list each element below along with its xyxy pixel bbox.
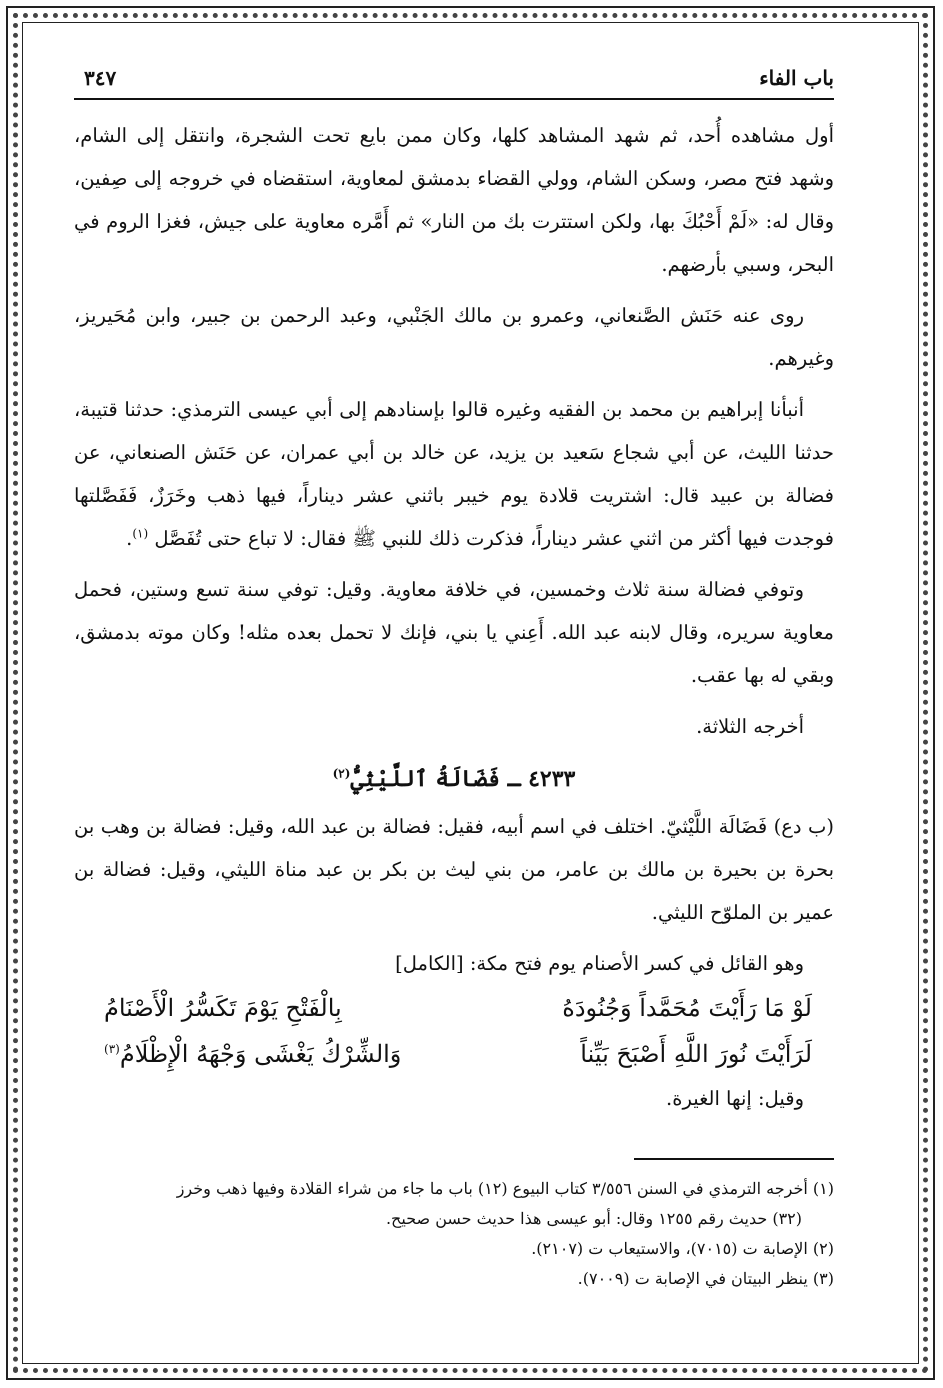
paragraph: أنبأنا إبراهيم بن محمد بن الفقيه وغيره قالوا بإسنادهم إلى أبي عيسى الترمذي: حدثنا قتيبة، حدثنا الليث، عن أبي شجاع سَعيد بن يزيد، عن خالد بن أبي عمران، عن حَنَش الصنعاني، عن فضالة بن عبيد قال: اشتريت قلادة يوم خيبر باثني عشر ديناراً، فيها ذهب وخَرَزٌ، فَفَصَّلتها فوجدت فيها أكثر من اثني عشر ديناراً، فذكرت ذلك للنبي ﷺ فقال: لا تباع حتى تُفَصَّل $^{(١)}$.: [74, 398, 834, 550]
page-number: ٣٤٧: [84, 66, 117, 90]
chapter-title: باب الفاء: [759, 66, 834, 90]
verse-hemistich: وَالشِّرْكُ يَغْشَى وَجْهَهُ الْإِظْلَامُ: [119, 1040, 402, 1068]
verse-hemistich-with-ref: [104, 1031, 401, 1077]
footnote-continuation: (٣٢) حديث رقم ١٢٥٥ وقال: أبو عيسى هذا حديث حسن صحيح.: [385, 1209, 802, 1228]
footnote-text: ينظر البيتان في الإصابة ت (٧٠٠٩).: [577, 1269, 808, 1288]
paragraph: أخرجه الثلاثة.: [696, 715, 804, 738]
footnote-ref: (٢): [332, 766, 351, 781]
main-text: [74, 114, 834, 1128]
entry-title-text: ٤٢٣٣ ـ فَضَالَةُ ٱللَّيْثِيُّ: [350, 766, 576, 792]
verse-line: [74, 985, 834, 1031]
entry-paragraph: (ب دع) فَضَالَة اللَّيْثيّ. اختلف في اسم أبيه، فقيل: فضالة بن عبد الله، وقيل: فضالة بن وهب بن بحرة بن بحيرة بن مالك بن عامر، من بني ليث بن بكر بن عبد مناة الليثي، وقيل: فضالة بن عمير بن الملوّح الليثي.: [74, 815, 834, 924]
footnote-number: (٣): [812, 1269, 834, 1288]
verse-line: [74, 1031, 834, 1077]
footnote-text: الإصابة ت (٧٠١٥)، والاستيعاب ت (٢١٠٧).: [531, 1239, 808, 1258]
footnote-number: (٢): [812, 1239, 834, 1258]
footnote-ref: (١): [132, 526, 149, 541]
verse-hemistich: بِالْفَتْحِ يَوْمَ تَكَسُّرُ الْأَصْنَامُ: [104, 994, 342, 1022]
paragraph: روى عنه حَنَش الصَّنعاني، وعمرو بن مالك الجَنْبي، وعبد الرحمن بن جبير، وابن مُحَيريز، وغيرهم.: [74, 304, 834, 370]
footnote-number: (١): [812, 1179, 834, 1198]
paragraph: أول مشاهده أُحد، ثم شهد المشاهد كلها، وكان ممن بايع تحت الشجرة، وانتقل إلى الشام، وشهد فتح مصر، وسكن الشام، وولي القضاء بدمشق لمعاوية، استقضاه في خروجه إلى صِفين، وقال له: «لَمْ أَحْبُكَ بها، ولكن استترت بك من النار» ثم أَمَّره معاوية على جيش، فغزا الروم في البحر، وسبي بأرضهم.: [74, 124, 834, 276]
footnote-separator: [634, 1158, 834, 1160]
verse-intro: وهو القائل في كسر الأصنام يوم فتح مكة: [الكامل]: [395, 952, 804, 975]
footnote-text: أخرجه الترمذي في السنن ٣/٥٥٦ كتاب البيوع (١٢) باب ما جاء من شراء القلادة وفيها ذهب وخرز: [176, 1179, 808, 1198]
verse-hemistich: لَوْ مَا رَأَيْتَ مُحَمَّداً وَجُنُودَهُ: [562, 994, 812, 1022]
footnote: [74, 1234, 834, 1264]
paragraph-text: أنبأنا إبراهيم بن محمد بن الفقيه وغيره قالوا بإسنادهم إلى أبي عيسى الترمذي: حدثنا قتيبة، حدثنا الليث، عن أبي شجاع سَعيد بن يزيد، عن خالد بن أبي عمران، عن حَنَش الصنعاني، عن فضالة بن عبيد قال: اشتريت قلادة يوم خيبر باثني عشر ديناراً، فيها ذهب وخَرَزٌ، فَفَصَّلتها فوجدت فيها أكثر من اثني عشر ديناراً، فذكرت ذلك للنبي ﷺ فقال: لا تباع حتى تُفَصَّل: [74, 398, 834, 550]
verse-hemistich: لَرَأَيْتَ نُورَ اللَّهِ أَصْبَحَ بَيِّناً: [580, 1040, 812, 1068]
footnotes: [74, 1174, 834, 1294]
footnote-ref: (٣): [104, 1042, 120, 1056]
footnote: [74, 1264, 834, 1294]
closing-line: وقيل: إنها الغيرة.: [666, 1087, 804, 1110]
page-header: [74, 58, 834, 100]
book-page: [74, 58, 834, 1318]
entry-title: [74, 758, 834, 801]
footnote: [74, 1174, 834, 1204]
paragraph: وتوفي فضالة سنة ثلاث وخمسين، في خلافة معاوية. وقيل: توفي سنة تسع وستين، فحمل معاوية سريره، وقال لابنه عبد الله. أَعِني يا بني، فإنك لا تحمل بعده مثله! وكان موته بدمشق، وبقي له بها عقب.: [74, 578, 834, 687]
